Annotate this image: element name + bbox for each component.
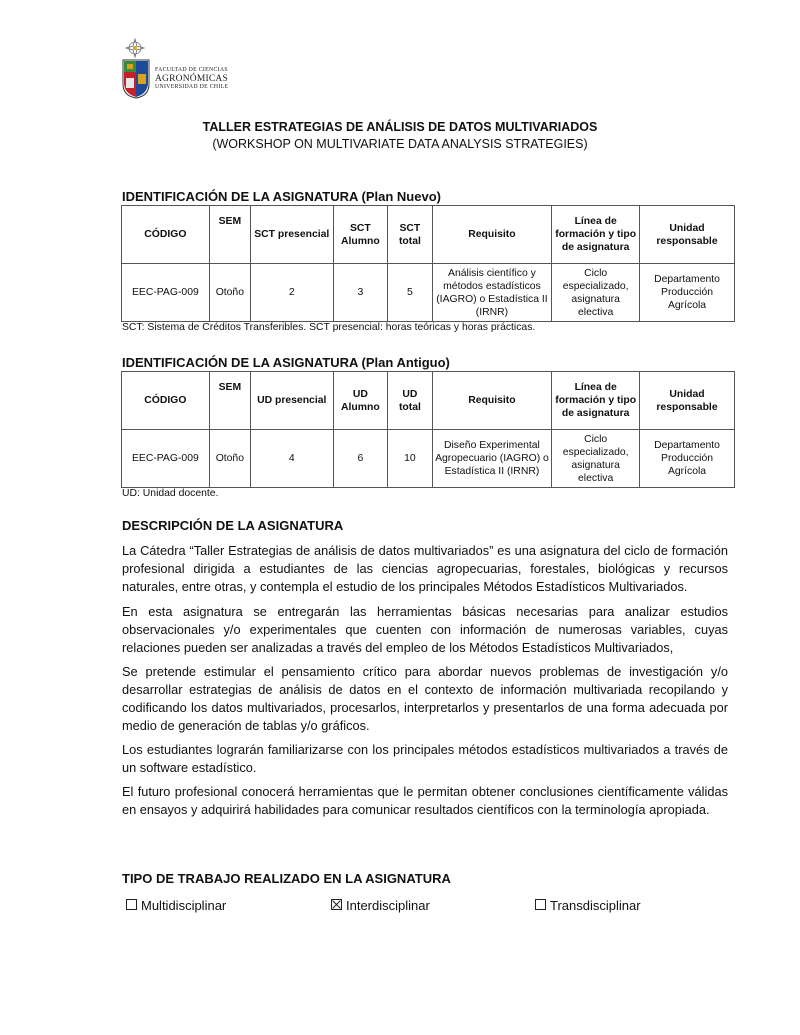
table-cell: 10 xyxy=(388,430,432,488)
table-cell: Análisis científico y métodos estadísticos (IAGRO) o Estadística II (IRNR) xyxy=(432,264,552,322)
header-cell: UD total xyxy=(388,372,432,430)
table-cell: 6 xyxy=(333,430,388,488)
header-cell: SCT Alumno xyxy=(333,206,388,264)
course-title: TALLER ESTRATEGIAS DE ANÁLISIS DE DATOS MULTIVARIADOS xyxy=(202,120,598,134)
plan-antiguo-heading: IDENTIFICACIÓN DE LA ASIGNATURA (Plan Antiguo) xyxy=(122,355,450,370)
logo-line-3: UNIVERSIDAD DE CHILE xyxy=(155,84,229,91)
header-cell: SEM xyxy=(209,206,250,264)
plan-nuevo-note: SCT: Sistema de Créditos Transferibles. SCT presencial: horas teóricas y horas prácticas. xyxy=(122,322,536,333)
header-cell: Unidad responsable xyxy=(640,372,735,430)
header-cell: Requisito xyxy=(432,206,552,264)
option-label: Transdisciplinar xyxy=(550,898,641,913)
table-header-row xyxy=(122,372,735,430)
faculty-logo xyxy=(121,38,233,100)
option-interdisciplinar[interactable] xyxy=(331,898,430,913)
table-cell: 4 xyxy=(250,430,333,488)
header-cell: CÓDIGO xyxy=(122,372,210,430)
table-cell: 2 xyxy=(250,264,333,322)
tipo-trabajo-heading: TIPO DE TRABAJO REALIZADO EN LA ASIGNATURA xyxy=(122,871,451,886)
header-cell: UD presencial xyxy=(250,372,333,430)
header-cell: SCT total xyxy=(388,206,432,264)
logo-text xyxy=(155,68,228,91)
table-cell: Otoño xyxy=(209,430,250,488)
descripcion-paragraph-3: Se pretende estimular el pensamiento crítico para abordar nuevos problemas de investigación y/o desarrollar estrategias de análisis de datos en el contexto de información multivariada recopilando y codificando los datos multivariados, procesarlos, interpretarlos y presentarlos de una forma adecuada por medio de generación de tablas y/o gráficos. xyxy=(122,664,728,733)
table-cell: EEC-PAG-009 xyxy=(122,264,210,322)
table-row xyxy=(122,264,735,322)
course-subtitle: (WORKSHOP ON MULTIVARIATE DATA ANALYSIS STRATEGIES) xyxy=(212,137,588,151)
descripcion-paragraph-1: La Cátedra “Taller Estrategias de análisis de datos multivariados” es una asignatura del ciclo de formación profesional dirigida a estudiantes de las ciencias agropecuarias, forestales, biológicas y recursos naturales, entre otras, y contempla el estudio de los principales Métodos Estadísticos Multivariados. xyxy=(122,543,728,594)
table-row xyxy=(122,430,735,488)
table-cell: EEC-PAG-009 xyxy=(122,430,210,488)
star-emblem-icon xyxy=(126,39,144,57)
header-cell: SEM xyxy=(209,372,250,430)
option-label: Interdisciplinar xyxy=(346,898,430,913)
logo-line-1: FACULTAD DE CIENCIAS xyxy=(155,67,228,73)
plan-nuevo-table xyxy=(121,205,735,322)
descripcion-paragraph-5: El futuro profesional conocerá herramientas que le permitan obtener conclusiones científicamente válidas en ensayos y adquirirá habilidades para comunicar resultados científicos con la terminología apropiada. xyxy=(122,784,728,817)
table-cell: 3 xyxy=(333,264,388,322)
table-cell: Ciclo especializado, asignatura electiva xyxy=(552,264,640,322)
table-cell: Departamento Producción Agrícola xyxy=(640,264,735,322)
table-cell: Otoño xyxy=(209,264,250,322)
header-cell: Línea de formación y tipo de asignatura xyxy=(552,206,640,264)
header-cell: SCT presencial xyxy=(250,206,333,264)
university-crest-icon xyxy=(121,38,153,100)
plan-antiguo-note: UD: Unidad docente. xyxy=(122,488,219,499)
plan-antiguo-table xyxy=(121,371,735,488)
table-cell: 5 xyxy=(388,264,432,322)
option-transdisciplinar[interactable] xyxy=(535,898,641,913)
checkbox-icon[interactable] xyxy=(535,899,546,910)
option-label: Multidisciplinar xyxy=(141,898,227,913)
table-header-row xyxy=(122,206,735,264)
option-multidisciplinar[interactable] xyxy=(126,898,226,913)
checked-checkbox-icon[interactable] xyxy=(331,899,342,910)
plan-nuevo-heading: IDENTIFICACIÓN DE LA ASIGNATURA (Plan Nuevo) xyxy=(122,189,441,204)
checkbox-icon[interactable] xyxy=(126,899,137,910)
header-cell: Requisito xyxy=(432,372,552,430)
header-cell: CÓDIGO xyxy=(122,206,210,264)
descripcion-paragraph-2: En esta asignatura se entregarán las herramientas básicas necesarias para analizar estudios observacionales y/o experimentales que cuenten con información de numerosas variables, cuyas relaciones pueden ser analizadas a través del empleo de los Métodos Estadísticos Multivariados, xyxy=(122,604,728,655)
header-cell: UD Alumno xyxy=(333,372,388,430)
header-cell: Línea de formación y tipo de asignatura xyxy=(552,372,640,430)
descripcion-paragraph-4: Los estudiantes lograrán familiarizarse con los principales métodos estadísticos multivariados a través de un software estadístico. xyxy=(122,742,728,775)
table-cell: Diseño Experimental Agropecuario (IAGRO) o Estadística II (IRNR) xyxy=(432,430,552,488)
table-cell: Ciclo especializado, asignatura electiva xyxy=(552,430,640,488)
table-cell: Departamento Producción Agrícola xyxy=(640,430,735,488)
header-cell: Unidad responsable xyxy=(640,206,735,264)
logo-line-2: AGRONÓMICAS xyxy=(155,73,228,84)
descripcion-heading: DESCRIPCIÓN DE LA ASIGNATURA xyxy=(122,518,344,533)
